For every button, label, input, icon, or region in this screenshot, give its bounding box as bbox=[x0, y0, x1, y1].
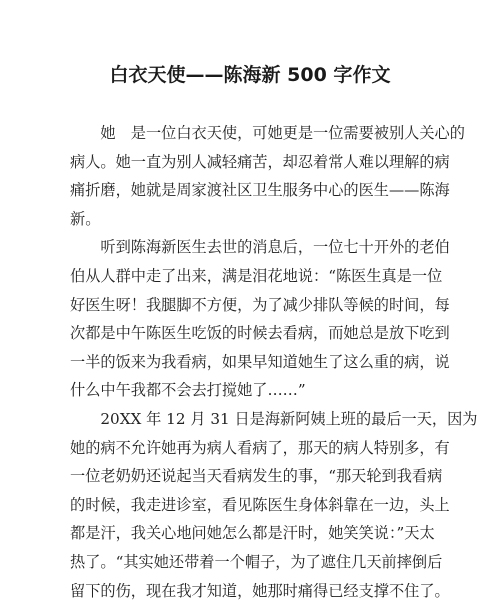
text-line: 痛折磨，她就是周家渡社区卫生服务中心的医生——陈海 bbox=[70, 176, 430, 205]
text-line: 新。 bbox=[70, 205, 430, 234]
text-line: 病人。她一直为别人减轻痛苦，却忍着常人难以理解的病 bbox=[70, 148, 430, 177]
text-line: 伯从人群中走了出来，满是泪花地说：“陈医生真是一位 bbox=[70, 262, 430, 291]
text-line: 都是汗，我关心地问她怎么都是汗时，她笑笑说：”天太 bbox=[70, 519, 430, 548]
text-line: 听到陈海新医生去世的消息后，一位七十开外的老伯 bbox=[70, 233, 430, 262]
text-line: 她 是一位白衣天使，可她更是一位需要被别人关心的 bbox=[70, 119, 430, 148]
text-line: 留下的伤，现在我才知道，她那时痛得已经支撑不住了。 bbox=[70, 577, 430, 605]
text-line: 她的病不允许她再为病人看病了，那天的病人特别多，有 bbox=[70, 434, 430, 463]
text-line: 的时候，我走进诊室，看见陈医生身体斜靠在一边，头上 bbox=[70, 491, 430, 520]
essay-body bbox=[70, 119, 430, 605]
page-title: 白衣天使——陈海新 500 字作文 bbox=[0, 62, 500, 88]
text-line: 20XX 年 12 月 31 日是海新阿姨上班的最后一天，因为 bbox=[70, 405, 430, 434]
text-line: 热了。“其实她还带着一个帽子，为了遮住几天前摔倒后 bbox=[70, 548, 430, 577]
text-line: 一位老奶奶还说起当天看病发生的事，“那天轮到我看病 bbox=[70, 462, 430, 491]
text-line: 什么中午我都不会去打搅她了……” bbox=[70, 376, 430, 405]
text-line: 次都是中午陈医生吃饭的时候去看病，而她总是放下吃到 bbox=[70, 319, 430, 348]
text-line: 一半的饭来为我看病，如果早知道她生了这么重的病，说 bbox=[70, 348, 430, 377]
text-line: 好医生呀！我腿脚不方便，为了减少排队等候的时间，每 bbox=[70, 291, 430, 320]
